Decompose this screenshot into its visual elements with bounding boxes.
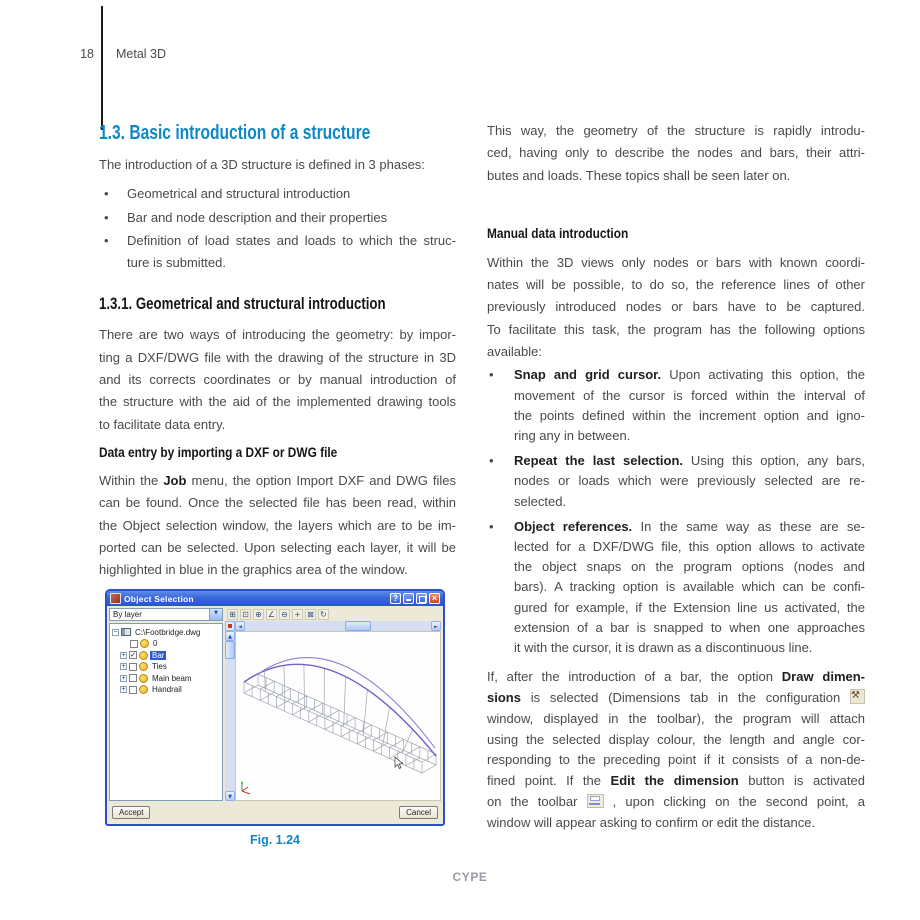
figure-1-24: [105, 589, 456, 847]
text-line: Within the Job menu, the option Import DXF and DWG files: [99, 472, 457, 488]
header-divider: [101, 6, 103, 130]
paragraph: [99, 470, 456, 581]
text-line: sions is selected (Dimensions tab in the configuration ⚒: [487, 688, 865, 709]
bullet-icon: •: [489, 518, 494, 534]
paragraph: [487, 252, 865, 363]
tree-item-main-beam[interactable]: [119, 672, 221, 684]
layer-label[interactable]: Handrail: [152, 685, 182, 695]
text-line: To facilitate this task, the program has the following options: [487, 321, 865, 337]
text-line: on the toolbar , upon clicking on the second point, a: [487, 794, 865, 809]
coordinate-axes-icon: [238, 780, 254, 796]
bullet-icon: •: [489, 453, 494, 469]
app-icon: [110, 593, 121, 604]
window-titlebar[interactable]: [107, 591, 443, 606]
tree-root-label: C:\Footbridge.dwg: [135, 627, 201, 637]
text-line: selected.: [514, 493, 567, 509]
layer-label[interactable]: Bar: [152, 650, 165, 660]
layer-icon: [140, 639, 149, 648]
text-line: the Object selection window, the layers which are to be im-: [99, 517, 456, 533]
accept-button[interactable]: Accept: [112, 806, 150, 819]
layer-icon: [139, 685, 148, 694]
close-button[interactable]: [429, 593, 440, 604]
list-item: [487, 365, 865, 446]
text-line: movement of the cursor is forced within the interval of: [514, 387, 865, 403]
drawing-file-icon: [121, 628, 131, 636]
angle-measure-icon[interactable]: ∠: [267, 610, 276, 620]
text-line: ced, having only to describe the nodes and bars, their attri-: [487, 145, 865, 161]
text-line: fined point. If the Edit the dimension button is activated: [487, 773, 865, 789]
layer-tree: [109, 623, 223, 801]
tree-root-item[interactable]: [111, 626, 221, 638]
layer-checkbox[interactable]: [129, 651, 137, 659]
scroll-right-icon[interactable]: [431, 621, 441, 631]
bullet-icon: •: [104, 209, 109, 225]
list-item: [487, 517, 865, 658]
zoom-extents-icon[interactable]: ⊠: [305, 609, 316, 620]
text-line: window, displayed in the toolbar), the program will attach: [487, 710, 865, 726]
text-line: bars). A tracking option is available which can be confi-: [514, 579, 865, 595]
layer-icon: [139, 662, 148, 671]
graphics-toolbar: [225, 608, 441, 621]
bullet-icon: •: [489, 367, 494, 383]
figure-caption: Fig. 1.24: [249, 833, 301, 848]
window-title: Object Selection: [124, 593, 194, 604]
expand-icon[interactable]: [120, 663, 127, 670]
text-line: The introduction of a 3D structure is defined in 3 phases:: [99, 157, 425, 172]
text-line: There are two ways of introducing the geometry: by impor-: [99, 327, 456, 343]
page-number: 18: [80, 47, 94, 61]
dialog-footer: [107, 803, 443, 822]
text-line: previously introduced nodes or bars have to be captured.: [487, 299, 865, 315]
text-line: lected for a DXF/DWG file, this option allows to activate: [514, 539, 865, 554]
graphics-canvas[interactable]: [235, 631, 441, 801]
text-line: Geometrical and structural introduction: [127, 186, 351, 202]
vertical-scrollbar[interactable]: [225, 631, 235, 801]
layer-checkbox[interactable]: [129, 663, 137, 671]
cancel-button[interactable]: Cancel: [399, 806, 438, 819]
horizontal-scroll-track[interactable]: [245, 621, 431, 631]
layer-icon: [139, 651, 148, 660]
list-item: [99, 207, 456, 229]
text-line: using the selected display colour, the length and angle cor-: [487, 731, 865, 747]
minimize-button[interactable]: [403, 593, 414, 604]
horizontal-scroll-thumb[interactable]: [345, 621, 371, 631]
layer-filter-select[interactable]: [109, 608, 223, 621]
layer-filter-value: By layer: [113, 610, 142, 620]
zoom-window-icon[interactable]: ⊡: [240, 609, 251, 620]
text-line: ported can be selected. Upon selecting each layer, it will be: [99, 539, 456, 555]
publisher-footer: CYPE: [452, 870, 488, 884]
layer-checkbox[interactable]: [130, 640, 138, 648]
mouse-cursor-icon: [394, 756, 404, 770]
chapter-title: Metal 3D: [116, 47, 167, 61]
scroll-left-icon[interactable]: [235, 621, 245, 631]
text-line: the object snaps on the program options (nodes and: [514, 559, 865, 575]
scroll-down-icon[interactable]: [225, 791, 235, 801]
text-line: the points defined within the increment option and igno-: [514, 407, 865, 423]
tree-item-ties[interactable]: [119, 661, 221, 673]
layer-icon: [139, 674, 148, 683]
text-line: the structure with the aid of the implemented drawing tools: [99, 394, 456, 410]
text-line: ring any in between.: [514, 427, 631, 443]
text-line: available:: [487, 344, 542, 360]
tree-item-0[interactable]: [119, 638, 221, 650]
text-line: Definition of load states and loads to which the struc-: [127, 232, 456, 248]
tree-item-bar[interactable]: [119, 649, 221, 661]
text-line: window will appear asking to confirm or edit the distance.: [487, 814, 816, 830]
layer-checkbox[interactable]: [129, 686, 137, 694]
bullet-icon: •: [104, 186, 109, 202]
zoom-in-icon[interactable]: ⊕: [253, 609, 264, 620]
object-selection-window: [105, 589, 445, 826]
layer-checkbox[interactable]: [129, 674, 137, 682]
vertical-scroll-thumb[interactable]: [225, 641, 235, 659]
text-line: gured for example, if the Extension line us activated, the: [514, 599, 865, 615]
paragraph: [99, 324, 456, 435]
topic-heading: Manual data introduction: [487, 225, 629, 241]
left-column: [99, 120, 456, 847]
chevron-down-icon[interactable]: [209, 609, 222, 620]
text-line: can be found. Once the selected file has been read, within: [99, 495, 456, 511]
list-item: [99, 230, 456, 275]
text-line: and its corrects coordinates or by manual introduction of: [99, 372, 456, 388]
paragraph: [99, 154, 456, 176]
pan-icon[interactable]: +: [292, 609, 303, 620]
list-item: [487, 451, 865, 512]
text-line: This way, the geometry of the structure is rapidly introdu-: [487, 123, 865, 138]
text-line: Object references. In the same way as these are se-: [514, 518, 865, 534]
scroll-corner-button[interactable]: [225, 621, 235, 631]
layer-label[interactable]: Main beam: [152, 673, 192, 683]
help-button[interactable]: [390, 593, 401, 604]
text-line: Repeat the last selection. Using this option, any bars,: [514, 453, 865, 469]
text-line: to facilitate data entry.: [99, 416, 226, 432]
text-line: it with the cursor, it is drawn as a discontinuous line.: [514, 640, 813, 656]
layer-label[interactable]: Ties: [152, 662, 167, 672]
horizontal-scrollbar[interactable]: [225, 621, 441, 631]
tree-item-handrail[interactable]: [119, 684, 221, 696]
topic-heading: Data entry by importing a DXF or DWG file: [99, 444, 338, 460]
text-line: ture is submitted.: [127, 255, 226, 271]
text-line: responding to the preceding point if it consists of a non-de-: [487, 752, 865, 768]
text-line: highlighted in blue in the graphics area of the window.: [99, 562, 408, 578]
zoom-out-icon[interactable]: ⊖: [279, 609, 290, 620]
redraw-icon[interactable]: ↻: [318, 609, 329, 620]
text-line: Within the 3D views only nodes or bars with known coordi-: [487, 254, 865, 270]
expand-icon[interactable]: [120, 675, 127, 682]
text-line: Bar and node description and their properties: [127, 209, 388, 225]
options-list: [487, 365, 865, 658]
text-line: If, after the introduction of a bar, the option Draw dimen-: [487, 669, 866, 685]
bullet-icon: •: [104, 232, 109, 248]
expand-icon[interactable]: [120, 652, 127, 659]
text-line: nodes or loads which were previously selected are re-: [514, 473, 865, 489]
marquee-zoom-icon[interactable]: ⊞: [227, 609, 238, 620]
section-heading: 1.3. Basic introduction of a structure: [99, 122, 371, 144]
text-line: ting a DXF/DWG file with the drawing of the structure in 3D: [99, 349, 456, 365]
paragraph: [487, 667, 865, 833]
paragraph: [487, 120, 865, 187]
collapse-icon[interactable]: [112, 629, 119, 636]
text-line: nates will be possible, to do so, the reference lines of other: [487, 277, 865, 293]
footbridge-wireframe: [236, 632, 441, 801]
text-line: butes and loads. These topics shall be seen later on.: [487, 167, 791, 183]
list-item: [99, 183, 456, 205]
layer-label[interactable]: 0: [153, 639, 158, 649]
scroll-up-icon[interactable]: [225, 631, 235, 641]
edit-dimension-icon: [587, 794, 604, 808]
subsection-heading: 1.3.1. Geometrical and structural introduction: [99, 294, 386, 314]
maximize-button[interactable]: [416, 593, 427, 604]
config-tools-icon: [850, 689, 865, 704]
vertical-scroll-track[interactable]: [225, 659, 235, 791]
right-column: [487, 120, 865, 834]
phase-list: [99, 183, 456, 274]
text-line: Snap and grid cursor. Upon activating this option, the: [514, 367, 866, 383]
expand-icon[interactable]: [120, 686, 127, 693]
text-line: extension of a bar is snapped to when one approaches: [514, 619, 865, 635]
